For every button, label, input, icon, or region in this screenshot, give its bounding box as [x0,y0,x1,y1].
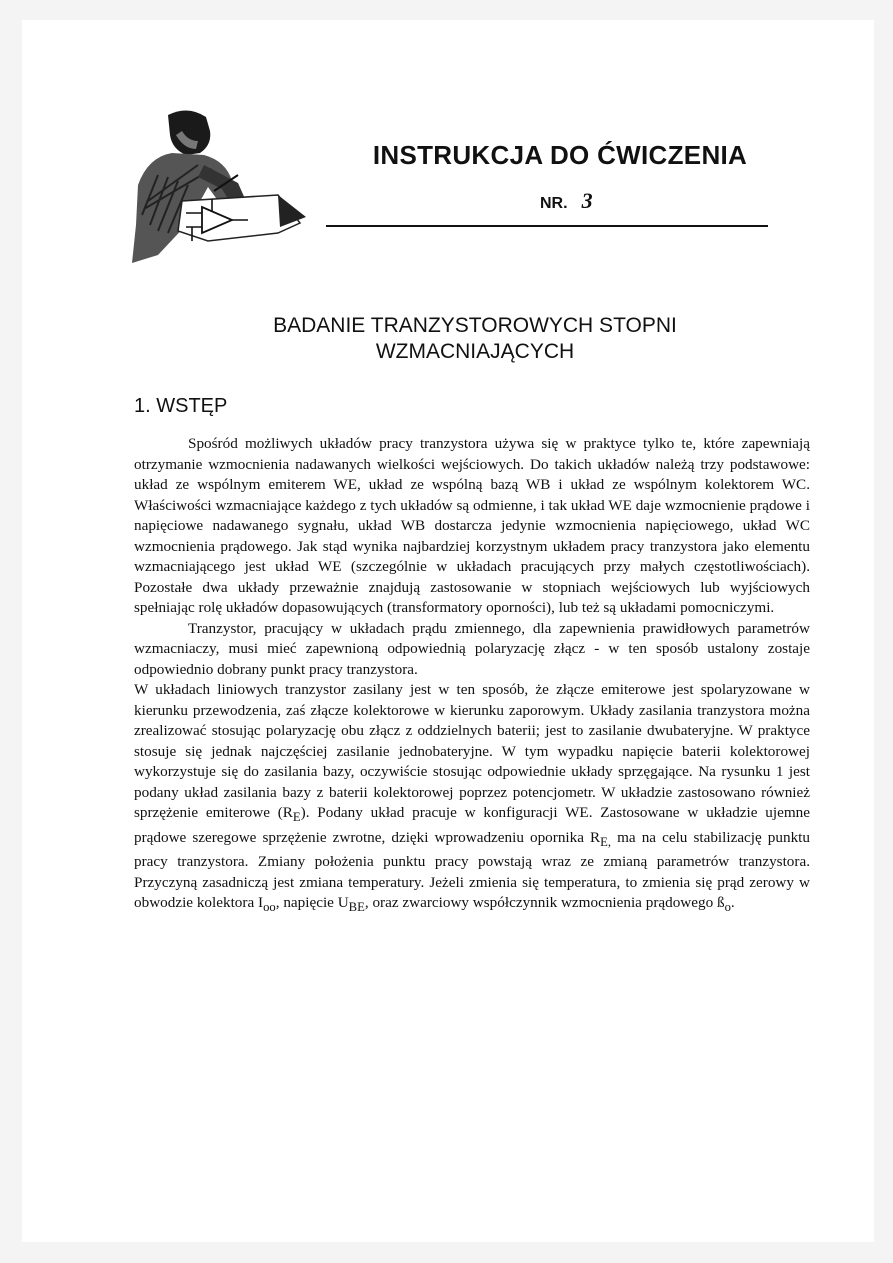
nr-label: NR. [540,195,568,212]
p3-subscript-5: o [724,900,731,915]
title-underline [326,225,768,227]
exercise-subject [190,313,760,365]
exercise-number [540,188,593,214]
p3-text-a: W układach liniowych tranzystor zasilany jest w ten sposób, że złącze emiterowe jest spolaryzowane w kierunku przewodzenia, zaś złącze kolektorowe w kierunku zaporowym. Układy zasilania tranzystora można zrealizować stosując polaryzację obu złącz z oddzielnych baterii; jest to zasilanie dwubateryjne. W praktyce stosuje się jednak najczęściej zasilanie jednobateryjne. W tym wypadku napięcie baterii kolektorowej wykorzystuje się do zasilania bazy, oczywiście stosując odpowiednie układy sprzęgające. Na rysunku 1 jest podany układ zasilania bazy z baterii kolektorowej poprzez potencjometr. W układzie zastosowano również sprzężenie emiterowe (R [134,681,810,821]
p3-text-d: , napięcie U [275,894,349,912]
engineer-drawing-clipart [128,105,308,265]
nr-value: 3 [581,188,593,213]
p3-text-e: , oraz zwarciowy współczynnik wzmocnienia prądowego ß [364,894,725,912]
p3-text-c: ma na celu stabilizację punktu pracy tranzystora. Zmiany położenia punktu pracy powstają wraz ze zmianą parametrów tranzystora. Przyczyną zasadniczą jest zmiana temperatury. Jeżeli zmienia się temperatura, to zmienia się prąd zerowy w obwodzie kolektora I [134,828,810,912]
body-text [134,434,810,918]
p3-subscript-2: E, [600,834,612,849]
p3-text-f: . [730,894,735,912]
subject-line-2: WZMACNIAJĄCYCH [375,340,575,363]
paragraph-1: Spośród możliwych układów pracy tranzystora używa się w praktyce tylko te, które zapewniają otrzymanie wzmocnienia nadawanych wielkości wejściowych. Do takich układów należą trzy podstawowe: układ ze wspólnym emiterem WE, układ ze wspólną bazą WB i układ ze wspólnym kolektorem WC. Właściwości wzmacniające każdego z tych układów są odmienne, i tak układ WE daje wzmocnienie prądowe i napięciowe nadawanego sygnału, układ WB dostarcza jedynie wzmocnienia napięciowego, układ WC wzmocnienia prądowego. Jak stąd wynika najbardziej korzystnym układem pracy tranzystora jako elementu wzmacniającego jest układ WE (szczególnie w układach pracujących przy małych częstotliwościach). Pozostałe dwa układy przeważnie znajdują zastosowanie w stopniach wejściowych lub wyjściowych spełniając rolę układów dopasowujących (transformatory oporności), lub też są układami pomocniczymi. [134,435,810,616]
p3-subscript-3: oo [263,900,276,915]
subject-line-1: BADANIE TRANZYSTOROWYCH STOPNI [273,314,677,337]
document-title: INSTRUKCJA DO ĆWICZENIA [372,140,748,170]
paragraph-2: Tranzystor, pracujący w układach prądu zmiennego, dla zapewnienia prawidłowych parametrów wzmacniaczy, musi mieć zapewnioną odpowiednią polaryzację złącz - w ten sposób ustalony zostaje odpowiednio dobrany punkt pracy tranzystora. [134,619,810,678]
p3-subscript-4: BE [348,900,365,915]
paragraph-3 [134,680,810,918]
p3-text-b: ). Podany układ pracuje w konfiguracji WE. Zastosowane w układzie ujemne prądowe szeregowe sprzężenie zwrotne, dzięki wprowadzeniu opornika R [134,804,810,846]
p3-subscript-1: E [292,810,301,825]
section-heading: 1. WSTĘP [134,395,228,417]
